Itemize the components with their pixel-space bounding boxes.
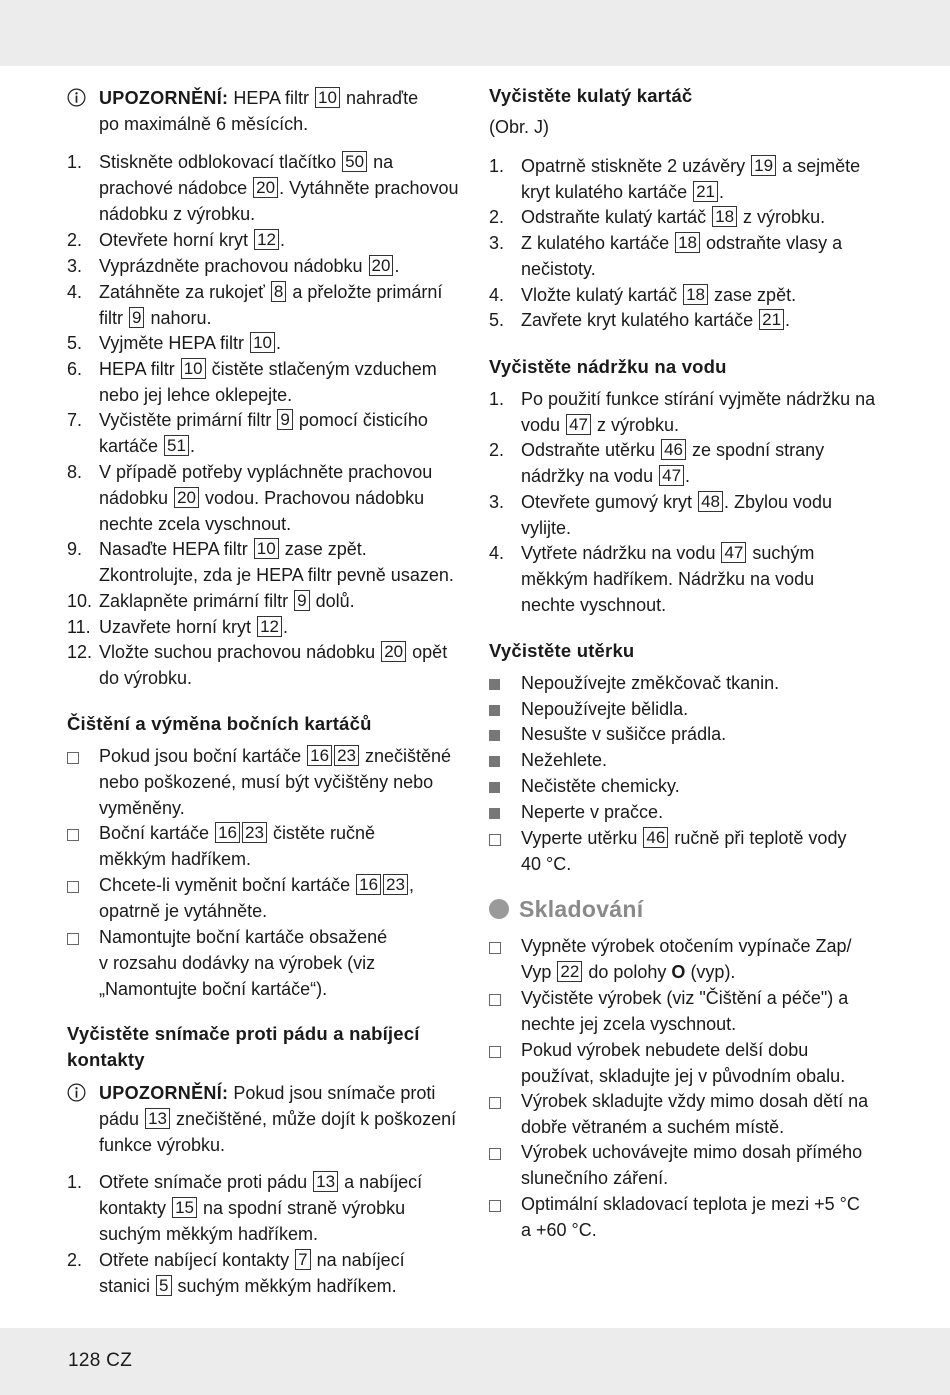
step-text: . Vytáhněte prachovou (279, 177, 459, 198)
note-text: HEPA filtr (233, 88, 310, 108)
step-text: Odstraňte utěrku (521, 440, 656, 460)
item-text: Namontujte boční kartáče obsažené (99, 927, 388, 947)
step-number: 1. (489, 389, 505, 409)
step-text: Opatrně stiskněte 2 uzávěry (521, 156, 746, 176)
step-number: 7. (67, 410, 83, 430)
step-text: a sejměte (782, 156, 861, 176)
ref-number: 23 (383, 874, 408, 895)
note-label: UPOZORNĚNÍ: (99, 1083, 229, 1103)
item-text: Nepoužívejte změkčovač tkanin. (521, 673, 780, 693)
item-text: opatrně je vytáhněte. (99, 900, 268, 921)
ref-number: 20 (381, 641, 406, 662)
info-icon (67, 1083, 86, 1102)
step-number: 2. (67, 1250, 83, 1270)
ref-number: 5 (156, 1275, 171, 1296)
page-number: 128 CZ (68, 1350, 133, 1371)
item-text: používat, skladujte jej v původním obalu. (521, 1065, 846, 1086)
step-number: 4. (489, 285, 505, 305)
step-text: vodu (521, 414, 561, 435)
item-text: Neperte v pračce. (521, 802, 664, 822)
footer-band (0, 1328, 950, 1395)
step-number: 2. (489, 207, 505, 227)
section-heading: Vyčistěte kulatý kartáč (489, 85, 693, 106)
ref-number: 21 (693, 181, 718, 202)
ref-number: 10 (181, 358, 206, 379)
step-text: na nabíjecí (316, 1250, 405, 1270)
step-number: 4. (489, 543, 505, 563)
step-text: Zatáhněte za rukojeť (99, 282, 265, 302)
ref-number: 10 (254, 538, 279, 559)
step-text: nahoru. (150, 307, 212, 328)
ref-number: 23 (242, 822, 267, 843)
ref-number: 48 (698, 491, 723, 512)
step-text: Zaklapněte primární filtr (99, 591, 289, 611)
item-text: Nepoužívejte bělidla. (521, 699, 689, 719)
step-number: 1. (67, 1172, 83, 1192)
step-text: Z kulatého kartáče (521, 233, 670, 253)
step-text: Nasaďte HEPA filtr (99, 539, 248, 559)
ref-number: 47 (721, 542, 746, 563)
step-text: suchým (752, 543, 815, 563)
checkbox-bullet-icon (67, 829, 79, 841)
ref-number: 13 (145, 1108, 170, 1129)
item-text: vyměněny. (99, 797, 185, 818)
note-text: funkce výrobku. (99, 1134, 226, 1155)
filled-bullet-icon (489, 730, 500, 741)
step-text: . (785, 310, 791, 330)
ref-number: 50 (342, 151, 367, 172)
ref-number: 47 (659, 465, 684, 486)
step-text: . Zbylou vodu (724, 492, 833, 512)
item-text: do polohy (588, 961, 667, 982)
step-text: Vložte suchou prachovou nádobku (99, 642, 376, 662)
step-number: 6. (67, 359, 83, 379)
ref-number: 46 (661, 439, 686, 460)
item-text: Boční kartáče (99, 823, 210, 843)
step-text: z výrobku. (743, 207, 826, 227)
step-text: Vyjměte HEPA filtr (99, 333, 245, 353)
ref-number: 16 (356, 874, 381, 895)
step-text: Vytřete nádržku na vodu (521, 543, 716, 563)
filled-bullet-icon (489, 705, 500, 716)
step-text: . (283, 617, 289, 637)
note-label: UPOZORNĚNÍ: (99, 88, 229, 108)
step-text: dolů. (315, 591, 355, 611)
step-text: měkkým hadříkem. Nádržku na vodu (521, 568, 815, 589)
step-number: 9. (67, 539, 83, 559)
item-text: Vyp (521, 961, 552, 982)
step-text: Vyprázdněte prachovou nádobku (99, 256, 363, 276)
step-number: 2. (489, 440, 505, 460)
step-number: 5. (67, 333, 83, 353)
step-number: 12. (67, 642, 93, 662)
item-text: 40 °C. (521, 853, 572, 874)
checkbox-bullet-icon (489, 1046, 501, 1058)
heading-line: Vyčistěte snímače proti pádu a nabíjecí (67, 1023, 420, 1044)
section-heading: Vyčistěte utěrku (489, 640, 635, 661)
checkbox-bullet-icon (489, 942, 501, 954)
item-text: , (408, 875, 414, 895)
ref-number: 16 (215, 822, 240, 843)
ref-number: 20 (369, 255, 394, 276)
step-text: nádržky na vodu (521, 465, 654, 486)
ref-number: 18 (712, 206, 737, 227)
step-text: . (189, 435, 195, 456)
item-text: ručně při teplotě vody (674, 828, 847, 848)
ref-number: 18 (683, 284, 708, 305)
ref-number: 20 (174, 487, 199, 508)
step-text: . (275, 333, 281, 353)
filled-bullet-icon (489, 756, 500, 767)
section-heading: Vyčistěte nádržku na vodu (489, 356, 727, 377)
item-text: měkkým hadříkem. (99, 848, 252, 869)
step-text: Otřete nabíjecí kontakty (99, 1250, 290, 1270)
step-text: zase zpět. (714, 285, 797, 305)
item-text: Pokud výrobek nebudete delší dobu (521, 1040, 809, 1060)
ref-number: 15 (172, 1197, 197, 1218)
step-text: Vložte kulatý kartáč (521, 285, 678, 305)
ref-number: 8 (271, 281, 286, 302)
ref-number: 47 (566, 414, 591, 435)
step-text: Odstraňte kulatý kartáč (521, 207, 707, 227)
ref-number: 20 (253, 177, 278, 198)
figure-ref: (Obr. J) (489, 117, 550, 137)
storage-heading (489, 897, 643, 923)
step-text: odstraňte vlasy a (706, 233, 843, 253)
step-number: 2. (67, 230, 83, 250)
step-text: z výrobku. (597, 414, 680, 435)
step-text: nechte vyschnout. (521, 594, 667, 615)
header-band (0, 0, 950, 66)
item-text: a +60 °C. (521, 1219, 597, 1240)
step-text: prachové nádobce (99, 177, 248, 198)
item-text: nechte jej zcela vyschnout. (521, 1013, 737, 1034)
item-text: Nesušte v sušičce prádla. (521, 724, 727, 744)
step-text: suchým měkkým hadříkem. (177, 1275, 397, 1296)
step-number: 1. (489, 156, 505, 176)
ref-number: 23 (334, 745, 359, 766)
step-text: Otevřete gumový kryt (521, 492, 693, 512)
item-text: slunečního záření. (521, 1167, 669, 1188)
note-text: po maximálně 6 měsících. (99, 113, 309, 134)
step-number: 1. (67, 152, 83, 172)
step-number: 4. (67, 282, 83, 302)
item-text: Optimální skladovací teplota je mezi +5 °C (521, 1194, 860, 1214)
filled-bullet-icon (489, 808, 500, 819)
section-heading (67, 1021, 467, 1073)
step-text: Otevřete horní kryt (99, 230, 249, 250)
item-text: Vyperte utěrku (521, 828, 638, 848)
step-text: V případě potřeby vypláchněte prachovou (99, 462, 433, 482)
step-number: 3. (67, 256, 83, 276)
step-text: pomocí čisticího (298, 410, 428, 430)
step-text: kryt kulatého kartáče (521, 181, 688, 202)
step-text: filtr (99, 307, 123, 328)
step-text: Zavřete kryt kulatého kartáče (521, 310, 754, 330)
off-symbol: O (671, 961, 686, 982)
step-text: nebo jej lehce oklepejte. (99, 384, 293, 405)
checkbox-bullet-icon (67, 933, 79, 945)
step-text: na (373, 152, 394, 172)
step-text: kontakty (99, 1197, 167, 1218)
item-text: Nečistěte chemicky. (521, 776, 680, 796)
note-text: Pokud jsou snímače proti (233, 1083, 436, 1103)
item-text: Výrobek uchovávejte mimo dosah přímého (521, 1142, 863, 1162)
ref-number: 9 (294, 590, 309, 611)
filled-bullet-icon (489, 782, 500, 793)
step-text: Otřete snímače proti pádu (99, 1172, 308, 1192)
step-text: nádobku (99, 487, 169, 508)
ref-number: 18 (675, 232, 700, 253)
checkbox-bullet-icon (489, 994, 501, 1006)
step-text: stanici (99, 1275, 151, 1296)
ref-number: 7 (295, 1249, 310, 1270)
step-text: vodou. Prachovou nádobku (205, 487, 425, 508)
heading-text: Skladování (519, 896, 644, 922)
item-text: Pokud jsou boční kartáče (99, 746, 302, 766)
ref-number: 10 (315, 87, 340, 108)
step-text: ze spodní strany (692, 440, 825, 460)
step-text: vylijte. (521, 517, 572, 538)
step-text: . (685, 465, 691, 486)
item-text: dobře větraném a suchém místě. (521, 1116, 785, 1137)
step-text: Stiskněte odblokovací tlačítko (99, 152, 337, 172)
item-text: čistěte ručně (272, 823, 375, 843)
ref-number: 12 (254, 229, 279, 250)
checkbox-bullet-icon (67, 881, 79, 893)
item-text: Chcete-li vyměnit boční kartáče (99, 875, 351, 895)
step-text: nečistoty. (521, 258, 596, 279)
step-text: Uzavřete horní kryt (99, 617, 252, 637)
step-text: Po použití funkce stírání vyjměte nádržku na (521, 389, 876, 409)
item-text: Vypněte výrobek otočením vypínače Zap/ (521, 936, 852, 956)
ref-number: 21 (759, 309, 784, 330)
step-text: kartáče (99, 435, 159, 456)
step-text: HEPA filtr (99, 359, 175, 379)
step-text: . (394, 256, 400, 276)
step-number: 10. (67, 591, 93, 611)
info-icon (67, 88, 86, 107)
note-text: znečištěné, může dojít k poškození (176, 1108, 457, 1129)
item-text: Vyčistěte výrobek (viz "Čištění a péče") a (521, 988, 849, 1008)
checkbox-bullet-icon (489, 1148, 501, 1160)
note-text: pádu (99, 1108, 140, 1129)
ref-number: 51 (164, 435, 189, 456)
ref-number: 9 (129, 307, 144, 328)
step-text: čistěte stlačeným vzduchem (211, 359, 437, 379)
checkbox-bullet-icon (67, 752, 79, 764)
filled-bullet-icon (489, 679, 500, 690)
step-number: 3. (489, 233, 505, 253)
heading-line: kontakty (67, 1048, 145, 1070)
ref-number: 12 (257, 616, 282, 637)
ref-number: 16 (307, 745, 332, 766)
step-text: nechte zcela vyschnout. (99, 513, 292, 534)
ref-number: 9 (277, 409, 292, 430)
ref-number: 13 (313, 1171, 338, 1192)
ref-number: 46 (643, 827, 668, 848)
step-number: 8. (67, 462, 83, 482)
step-text: . (719, 181, 725, 202)
note-text: nahraďte (345, 88, 419, 108)
step-number: 5. (489, 310, 505, 330)
step-text: do výrobku. (99, 667, 193, 688)
item-text: „Namontujte boční kartáče“). (99, 978, 328, 999)
step-text: zase zpět. (284, 539, 367, 559)
step-number: 3. (489, 492, 505, 512)
section-heading: Čištění a výměna bočních kartáčů (67, 713, 372, 734)
step-text: a nabíjecí (344, 1172, 423, 1192)
item-text: znečištěné (365, 746, 452, 766)
step-text: na spodní straně výrobku (203, 1197, 406, 1218)
ref-number: 10 (250, 332, 275, 353)
ref-number: 22 (557, 961, 582, 982)
ref-number: 19 (751, 155, 776, 176)
step-text: Vyčistěte primární filtr (99, 410, 272, 430)
step-text: Zkontrolujte, zda je HEPA filtr pevně usazen. (99, 564, 454, 585)
step-text: a přeložte primární (292, 282, 443, 302)
item-text: nebo poškozené, musí být vyčištěny nebo (99, 771, 434, 792)
step-text: . (280, 230, 286, 250)
checkbox-bullet-icon (489, 1097, 501, 1109)
step-text: suchým měkkým hadříkem. (99, 1223, 319, 1244)
checkbox-bullet-icon (489, 1200, 501, 1212)
item-text: v rozsahu dodávky na výrobek (viz (99, 952, 376, 973)
step-number: 11. (67, 617, 91, 637)
item-text: Výrobek skladujte vždy mimo dosah dětí na (521, 1091, 869, 1111)
step-text: opět (412, 642, 448, 662)
item-text: (vyp). (690, 961, 736, 982)
section-dot-icon (489, 899, 509, 919)
step-text: nádobku z výrobku. (99, 203, 256, 224)
checkbox-bullet-icon (489, 834, 501, 846)
item-text: Nežehlete. (521, 750, 608, 770)
